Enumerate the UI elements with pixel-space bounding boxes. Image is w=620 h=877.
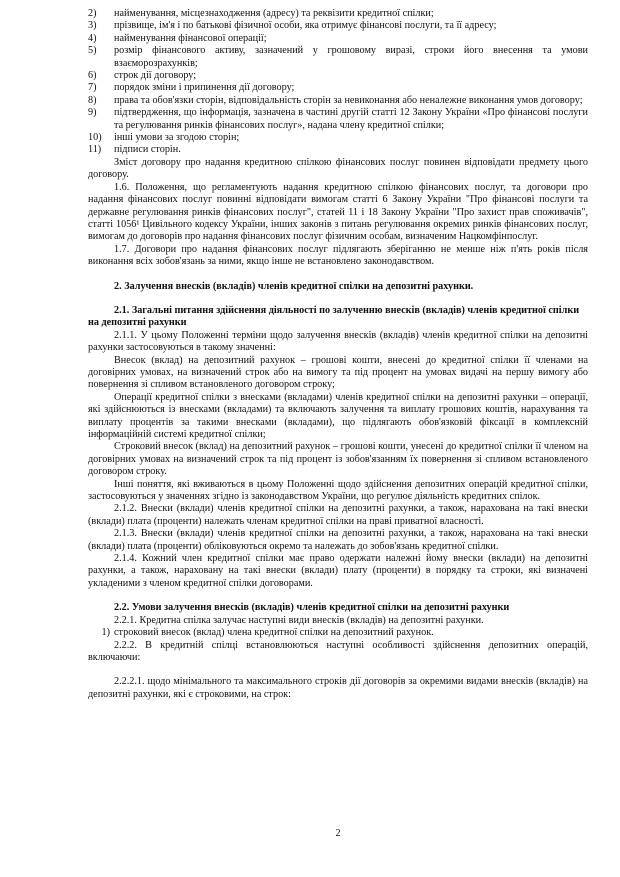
list-item xyxy=(88,8,588,20)
paragraph-2-2-1: 2.2.1. Кредитна спілка залучає наступні види внесків (вкладів) на депозитні рахунки. xyxy=(114,614,484,626)
list-number: 6) xyxy=(88,70,97,82)
list-item xyxy=(88,70,588,82)
list-number: 4) xyxy=(88,32,97,44)
paragraph-1-6: 1.6. Положення, що регламентують надання кредитною спілкою фінансових послуг, та договори про надання фінансових послуг повинні відповідати вимогам статті 6 Закону України "Про фінансові послуги та державне регулювання ринків фінансових послуг", статей 11 і 18 Закону України "Про захист прав споживачів", статті 1056¹ Цивільного кодексу України, інших законів з питань регулювання окремих ринків фінансових послуг, вимогам до договорів про надання фінансових послуг фізичним особам, визначеним Нацкомфінпослуг. xyxy=(88,181,588,243)
section-heading-2: 2. Залучення внесків (вкладів) членів кредитної спілки на депозитні рахунки. xyxy=(114,280,474,292)
list-number: 1) xyxy=(101,627,110,639)
list-item-deposit-type xyxy=(88,627,588,639)
list-text: інші умови за згодою сторін; xyxy=(114,132,240,144)
contract-requisites-list xyxy=(88,8,588,157)
paragraph-deposit-definition: Внесок (вклад) на депозитний рахунок – грошові кошти, внесені до кредитної спілки її членами на договірних умовах, на визначений строк або на вимогу та під процент на умовах видачі на першу вимогу або повернення зі спливом встановленого договором строку; xyxy=(88,354,588,391)
list-number: 5) xyxy=(88,45,97,57)
paragraph-1-7: 1.7. Договори про надання фінансових послуг підлягають зберіганню не менше ніж п'ять років після виконання всіх зобов'язань за ними, якщо інше не встановлено законодавством. xyxy=(88,243,588,268)
paragraph-2-2-2: 2.2.2. В кредитній спілці встановлюються наступні особливості здійснення депозитних операцій, включаючи: xyxy=(88,639,588,663)
list-text: прізвище, ім'я і по батькові фізичної особи, яка отримує фінансові послуги, та її адресу; xyxy=(114,20,497,32)
list-text: строковий внесок (вклад) члена кредитної спілки на депозитний рахунок. xyxy=(114,627,434,639)
paragraph-operations-definition: Операції кредитної спілки з внесками (вкладами) членів кредитної спілки на депозитні рахунки – операції, які здійснюються із внесками (вкладами) та включають залучення та виплату грошових коштів, нарахування та виплату процентів за такими внесками (вкладами), що підлягають обов'язковій фіксації в комплексній інформаційній системі кредитної спілки; xyxy=(88,391,588,440)
paragraph-2-1-4: 2.1.4. Кожний член кредитної спілки має право одержати належні йому внески (вклади) на депозитні рахунки, а також, нараховану на такі внески (вклади) плату (проценти) в порядку та строки, які визначені укладеними з членом кредитної спілки договорами. xyxy=(88,553,588,589)
list-item xyxy=(88,132,588,144)
page-number: 2 xyxy=(335,828,341,839)
list-number: 10) xyxy=(88,132,102,144)
list-item xyxy=(88,45,588,70)
list-text: підтвердження, що інформація, зазначена в частині другій статті 12 Закону України «Про фінансові послуги та регулювання ринків фінансових послуг», надана члену кредитної спілки; xyxy=(114,107,588,131)
paragraph-2-1-2: 2.1.2. Внески (вклади) членів кредитної спілки на депозитні рахунки, а також, нарахована на такі внески (вклади) плата (проценти) належать членам кредитної спілки на праві приватної власності. xyxy=(88,503,588,527)
list-number: 7) xyxy=(88,82,97,94)
list-text: підписи сторін. xyxy=(114,144,181,156)
list-text: найменування фінансової операції; xyxy=(114,32,267,44)
list-number: 11) xyxy=(88,144,102,156)
paragraph-term-deposit-definition: Строковий внесок (вклад) на депозитний рахунок – грошові кошти, унесені до кредитної спілки її членом на договірних умовах на визначений строк та під процент із зобов'язанням їх повернення зі спливом встановленого договором строку. xyxy=(88,441,588,478)
list-text: порядок зміни і припинення дії договору; xyxy=(114,82,295,94)
list-number: 8) xyxy=(88,94,97,106)
paragraph-2-2-2-1: 2.2.2.1. щодо мінімального та максимального строків дії договорів за окремими видами внесків (вкладів) на депозитні рахунки, які є строковими, на строк: xyxy=(88,676,588,700)
list-item xyxy=(88,33,588,45)
section-heading-2-1: 2.1. Загальні питання здійснення діяльності по залученню внесків (вкладів) членів кредитної спілки на депозитні рахунки xyxy=(88,304,580,329)
list-number: 3) xyxy=(88,20,97,32)
list-text: розмір фінансового активу, зазначений у грошовому виразі, строки його внесення та умови взаєморозрахунків; xyxy=(114,45,588,69)
list-item xyxy=(88,95,588,107)
section-heading-2-2: 2.2. Умови залучення внесків (вкладів) членів кредитної спілки на депозитні рахунки xyxy=(114,602,510,614)
paragraph-2-1-3: 2.1.3. Внески (вклади) членів кредитної спілки на депозитні рахунки, а також, нарахована на такі внески (вклади) плата (проценти) обліковуються окремо та належать до зобов'язань кредитної спілки. xyxy=(88,528,588,552)
paragraph-contract-content: Зміст договору про надання кредитною спілкою фінансових послуг повинен відповідати предмету цього договору. xyxy=(88,156,588,181)
paragraph-2-1-1: 2.1.1. У цьому Положенні терміни щодо залучення внесків (вкладів) членів кредитної спілки на депозитні рахунки застосовуються в такому значенні: xyxy=(88,329,588,354)
list-item xyxy=(88,144,588,156)
list-item xyxy=(88,82,588,94)
list-item xyxy=(88,20,588,32)
paragraph-other-terms: Інші поняття, які вживаються в цьому Положенні щодо здійснення депозитних операцій кредитної спілки, застосовуються у значеннях згідно із законодавством України, що регулює діяльність кредитних спілок. xyxy=(88,478,588,503)
list-number: 2) xyxy=(88,8,97,19)
list-text: строк дії договору; xyxy=(114,70,197,82)
list-item xyxy=(88,107,588,132)
list-text: найменування, місцезнаходження (адресу) та реквізити кредитної спілки; xyxy=(114,8,434,19)
list-text: права та обов'язки сторін, відповідальність сторін за невиконання або неналежне виконання умов договору; xyxy=(114,94,583,106)
list-number: 9) xyxy=(88,107,97,119)
